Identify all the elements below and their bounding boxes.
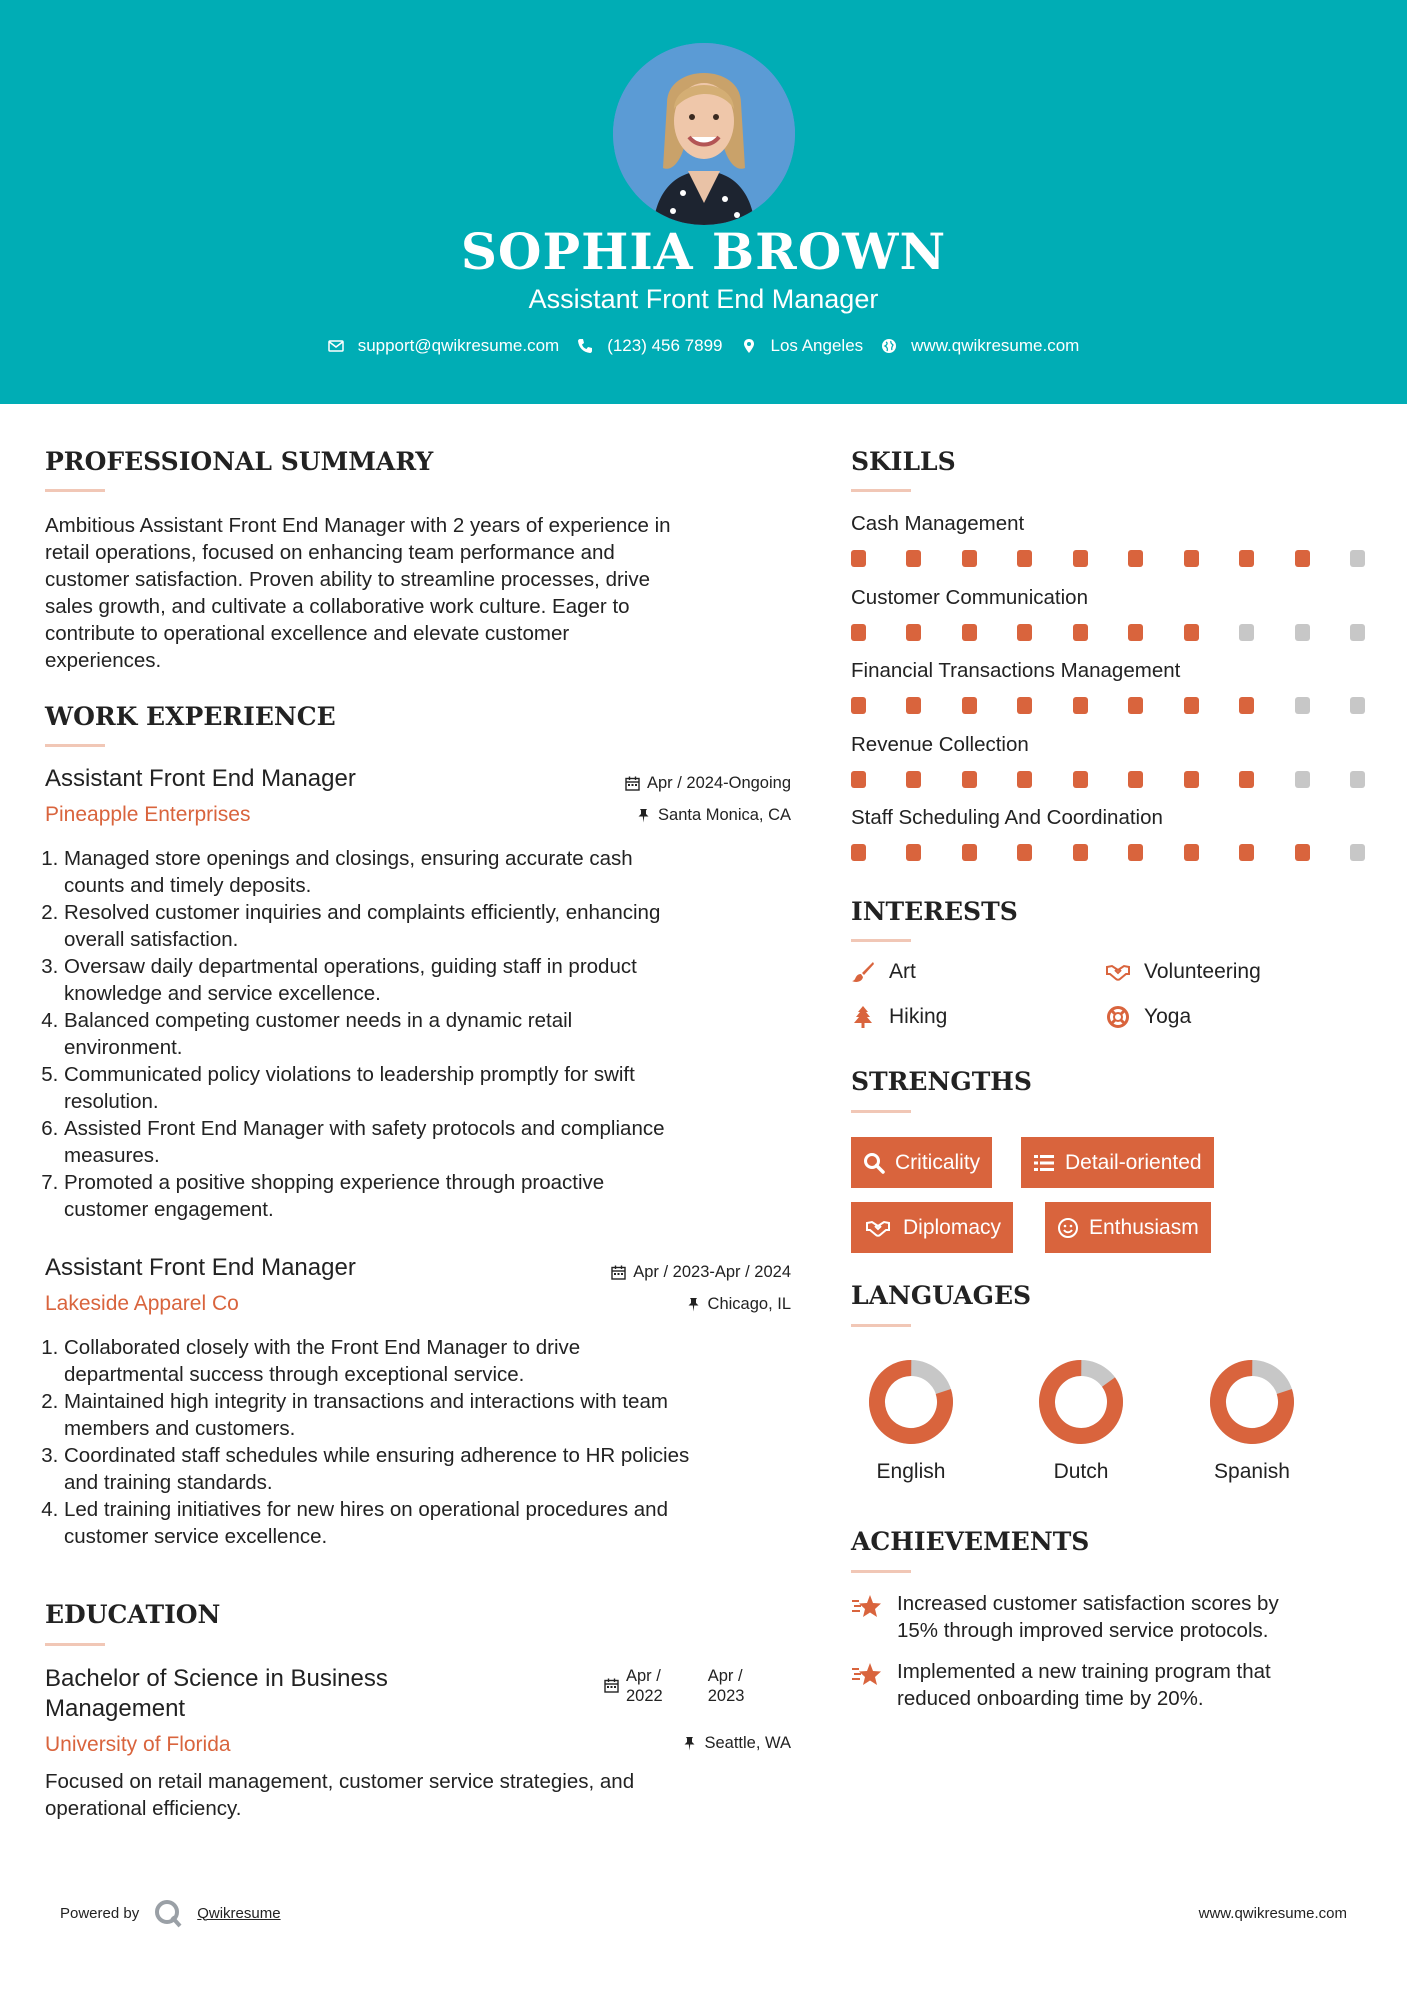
rating-dot-empty (1350, 624, 1365, 641)
skill-name: Staff Scheduling And Coordination (851, 806, 1163, 829)
achievement-line: Increased customer satisfaction scores by (897, 1592, 1279, 1615)
rating-dot-filled (851, 697, 866, 714)
education-location (682, 1734, 791, 1753)
list-item (64, 1115, 795, 1169)
skills-heading: SKILLS (851, 447, 956, 476)
strength-label: Criticality (895, 1150, 981, 1174)
education-description (45, 1768, 795, 1822)
rating-dot-filled (1128, 844, 1143, 861)
email-text: support@qwikresume.com (357, 336, 560, 355)
skills-underline (851, 489, 911, 492)
item-line: knowledge and service excellence. (64, 982, 381, 1005)
language-name: English (876, 1460, 946, 1483)
item-line: members and customers. (64, 1417, 296, 1440)
job-dates-text: Apr / 2023-Apr / 2024 (633, 1263, 791, 1281)
rating-dot-filled (1184, 624, 1199, 641)
star-icon (851, 1660, 883, 1690)
achievement-text (897, 1590, 1279, 1644)
job-title: Assistant Front End Manager (45, 1254, 356, 1281)
summary-text (45, 512, 785, 674)
rating-dot-filled (962, 844, 977, 861)
powered-by-text: Powered by (60, 1904, 140, 1922)
item-line: Led training initiatives for new hires on operational procedures and (64, 1498, 668, 1521)
languages-heading: LANGUAGES (851, 1281, 1032, 1310)
interests-heading: INTERESTS (851, 897, 1018, 926)
interest-item (851, 960, 916, 984)
list-item (64, 1061, 795, 1115)
calendar-icon (625, 776, 640, 791)
summary-line: customer satisfaction. Proven ability to streamline processes, drive (45, 568, 651, 591)
experience-underline (45, 744, 105, 747)
item-line: measures. (64, 1144, 160, 1167)
rating-dot-empty (1295, 624, 1310, 641)
end-month: Apr / (707, 1667, 743, 1685)
pushpin-icon (636, 808, 651, 823)
rating-dot-filled (1295, 844, 1310, 861)
list-item (64, 1007, 795, 1061)
achievement-text (897, 1658, 1271, 1712)
job-responsibilities (45, 1334, 805, 1550)
candidate-title: Assistant Front End Manager (528, 284, 879, 314)
education-start (626, 1666, 663, 1706)
education-line: operational efficiency. (45, 1797, 242, 1820)
education-location-text: Seattle, WA (704, 1734, 791, 1752)
rating-dot-filled (906, 697, 921, 714)
summary-line: retail operations, focused on enhancing team performance and (45, 541, 615, 564)
rating-dot-filled (1128, 624, 1143, 641)
interest-label: Hiking (889, 1005, 948, 1028)
item-line: Oversaw daily departmental operations, guiding staff in product (64, 955, 637, 978)
degree-title (45, 1664, 388, 1724)
achievement-item (851, 1590, 1371, 1644)
item-line: Coordinated staff schedules while ensuring adherence to HR policies (64, 1444, 690, 1467)
item-line: customer engagement. (64, 1198, 274, 1221)
strength-badge (851, 1137, 992, 1188)
item-line: overall satisfaction. (64, 928, 239, 951)
website-text: www.qwikresume.com (911, 336, 1080, 355)
education-dates (604, 1666, 744, 1706)
achievements-heading: ACHIEVEMENTS (851, 1527, 1090, 1556)
donut-fill (1037, 1358, 1125, 1446)
language-item (1021, 1358, 1141, 1484)
strength-label: Enthusiasm (1089, 1215, 1199, 1239)
rating-dot-empty (1239, 624, 1254, 641)
summary-line: contribute to operational excellence and elevate customer (45, 622, 570, 645)
header (0, 0, 1407, 404)
contact-website[interactable] (881, 336, 1079, 356)
avatar (613, 43, 795, 225)
phone-icon (577, 338, 593, 354)
rating-dot-filled (851, 550, 866, 567)
job-company: Lakeside Apparel Co (45, 1292, 239, 1315)
job-responsibilities (45, 845, 795, 1223)
rating-dot-filled (962, 550, 977, 567)
summary-heading: PROFESSIONAL SUMMARY (45, 447, 434, 476)
interest-label: Yoga (1144, 1005, 1192, 1028)
pushpin-icon (682, 1736, 697, 1751)
rating-dot-filled (962, 771, 977, 788)
rating-dot-filled (1017, 550, 1032, 567)
handshake-icon (1106, 961, 1130, 983)
item-line: Assisted Front End Manager with safety protocols and compliance (64, 1117, 665, 1140)
interest-item (1106, 960, 1261, 984)
rating-dot-filled (1017, 844, 1032, 861)
language-donut (1037, 1358, 1125, 1446)
item-line: and training standards. (64, 1471, 273, 1494)
strength-badge (1021, 1137, 1214, 1188)
skill-name: Revenue Collection (851, 732, 1029, 756)
rating-dot-empty (1295, 697, 1310, 714)
job-location-text: Chicago, IL (707, 1295, 791, 1313)
candidate-name: SOPHIA BROWN (460, 222, 947, 281)
skill-rating (851, 624, 1365, 641)
list-item (64, 1169, 795, 1223)
school-name: University of Florida (45, 1733, 231, 1756)
globe-icon (881, 338, 897, 354)
rating-dot-filled (1073, 697, 1088, 714)
lifebuoy-icon (1106, 1006, 1130, 1028)
end-year: 2023 (707, 1687, 745, 1705)
summary-line: experiences. (45, 649, 162, 672)
tree-icon (851, 1006, 875, 1028)
skill-name: Financial Transactions Management (851, 659, 1181, 682)
rating-dot-filled (1184, 697, 1199, 714)
rating-dot-filled (1239, 844, 1254, 861)
rating-dot-filled (1017, 771, 1032, 788)
strength-label: Detail-oriented (1065, 1150, 1202, 1174)
contact-phone[interactable] (577, 336, 722, 356)
rating-dot-empty (1350, 844, 1365, 861)
list-item (64, 953, 795, 1007)
skill-rating (851, 697, 1365, 714)
rating-dot-filled (1073, 844, 1088, 861)
achievement-line: Implemented a new training program that (897, 1660, 1271, 1683)
rating-dot-filled (1239, 550, 1254, 567)
language-item (1192, 1358, 1312, 1484)
list-item (64, 1334, 805, 1388)
skill-rating (851, 550, 1365, 567)
achievement-item (851, 1658, 1371, 1712)
interests-underline (851, 939, 911, 942)
item-line: customer service excellence. (64, 1525, 328, 1548)
smile-icon (1057, 1217, 1079, 1239)
rating-dot-empty (1350, 550, 1365, 567)
summary-underline (45, 489, 105, 492)
rating-dot-filled (906, 771, 921, 788)
calendar-icon (604, 1678, 619, 1693)
rating-dot-filled (1017, 624, 1032, 641)
rating-dot-filled (1073, 550, 1088, 567)
calendar-icon (611, 1265, 626, 1280)
rating-dot-filled (1017, 697, 1032, 714)
education-end (708, 1666, 745, 1706)
job-location (686, 1295, 791, 1314)
rating-dot-filled (1128, 697, 1143, 714)
rating-dot-filled (906, 550, 921, 567)
contact-location (741, 336, 864, 356)
job-company: Pineapple Enterprises (45, 803, 251, 826)
rating-dot-filled (962, 697, 977, 714)
interest-label: Art (889, 960, 916, 983)
donut-fill (868, 1359, 954, 1445)
start-month: Apr / (626, 1667, 661, 1685)
item-line: Communicated policy violations to leadership promptly for swift (64, 1063, 635, 1086)
rating-dot-filled (1239, 697, 1254, 714)
item-line: counts and timely deposits. (64, 874, 312, 897)
rating-dot-filled (1073, 771, 1088, 788)
donut-fill (1209, 1359, 1295, 1445)
degree-line: Management (45, 1695, 186, 1722)
job-dates-text: Apr / 2024-Ongoing (646, 774, 791, 792)
strength-label: Diplomacy (903, 1215, 1002, 1239)
job-dates (611, 1263, 791, 1282)
languages-underline (851, 1324, 911, 1327)
map-pin-icon (741, 338, 757, 354)
qwikresume-logo-icon (153, 1898, 183, 1928)
item-line: Balanced competing customer needs in a dynamic retail (64, 1009, 573, 1032)
education-underline (45, 1643, 105, 1646)
skill-name: Customer Communication (851, 585, 1088, 609)
strength-badge (1045, 1202, 1211, 1253)
language-donut (867, 1358, 955, 1446)
language-item (851, 1358, 971, 1484)
qwikresume-link[interactable]: Qwikresume (197, 1904, 281, 1922)
item-line: Managed store openings and closings, ensuring accurate cash (64, 847, 633, 870)
education-heading: EDUCATION (45, 1600, 221, 1629)
start-year: 2022 (626, 1687, 663, 1705)
achievements-underline (851, 1570, 911, 1573)
phone-text: (123) 456 7899 (607, 336, 723, 355)
list-item (64, 845, 795, 899)
item-line: Collaborated closely with the Front End Manager to drive (64, 1336, 581, 1359)
list-icon (1033, 1152, 1055, 1174)
list-item (64, 1496, 805, 1550)
rating-dot-filled (851, 844, 866, 861)
rating-dot-filled (851, 624, 866, 641)
rating-dot-filled (1128, 771, 1143, 788)
summary-line: Ambitious Assistant Front End Manager with 2 years of experience in (45, 514, 671, 537)
strength-badge (851, 1202, 1013, 1253)
interest-label: Volunteering (1144, 960, 1261, 983)
rating-dot-filled (1239, 771, 1254, 788)
rating-dot-empty (1350, 697, 1365, 714)
job-location-text: Santa Monica, CA (658, 806, 791, 824)
strengths-heading: STRENGTHS (851, 1067, 1032, 1096)
rating-dot-filled (962, 624, 977, 641)
star-icon (851, 1592, 883, 1622)
achievement-line: 15% through improved service protocols. (897, 1619, 1269, 1642)
experience-heading: WORK EXPERIENCE (45, 702, 336, 731)
handshake-icon (863, 1217, 893, 1239)
job-dates (625, 774, 791, 793)
degree-line: Bachelor of Science in Business (45, 1665, 388, 1692)
skill-rating (851, 771, 1365, 788)
rating-dot-empty (1350, 771, 1365, 788)
achievement-line: reduced onboarding time by 20%. (897, 1687, 1204, 1710)
item-line: resolution. (64, 1090, 159, 1113)
list-item (64, 1388, 805, 1442)
rating-dot-empty (1295, 771, 1310, 788)
job-title: Assistant Front End Manager (45, 765, 356, 792)
education-line: Focused on retail management, customer service strategies, and (45, 1770, 635, 1793)
search-icon (863, 1152, 885, 1174)
item-line: Promoted a positive shopping experience through proactive (64, 1171, 605, 1194)
language-name: Dutch (1053, 1460, 1109, 1483)
interest-item (1106, 1005, 1191, 1029)
interest-item (851, 1005, 947, 1029)
item-line: departmental success through exceptional service. (64, 1363, 525, 1386)
footer-powered-by (60, 1898, 281, 1928)
rating-dot-filled (1295, 550, 1310, 567)
rating-dot-filled (906, 844, 921, 861)
item-line: environment. (64, 1036, 183, 1059)
language-donut (1208, 1358, 1296, 1446)
rating-dot-filled (1128, 550, 1143, 567)
rating-dot-filled (1184, 550, 1199, 567)
contact-bar (0, 336, 1407, 356)
rating-dot-filled (1184, 771, 1199, 788)
skill-rating (851, 844, 1365, 861)
rating-dot-filled (1073, 624, 1088, 641)
job-location (636, 806, 791, 825)
rating-dot-filled (906, 624, 921, 641)
contact-email[interactable] (328, 336, 560, 356)
summary-line: sales growth, and cultivate a collaborative work culture. Eager to (45, 595, 630, 618)
skill-name: Cash Management (851, 512, 1025, 535)
rating-dot-filled (1184, 844, 1199, 861)
rating-dot-filled (851, 771, 866, 788)
list-item (64, 1442, 805, 1496)
strengths-underline (851, 1110, 911, 1113)
language-name: Spanish (1214, 1460, 1290, 1483)
paintbrush-icon (851, 961, 875, 983)
footer-website[interactable]: www.qwikresume.com (1198, 1905, 1347, 1922)
item-line: Resolved customer inquiries and complaints efficiently, enhancing (64, 901, 661, 924)
envelope-icon (328, 338, 344, 354)
list-item (64, 899, 795, 953)
location-text: Los Angeles (770, 336, 864, 355)
pushpin-icon (686, 1297, 701, 1312)
item-line: Maintained high integrity in transactions and interactions with team (64, 1390, 668, 1413)
